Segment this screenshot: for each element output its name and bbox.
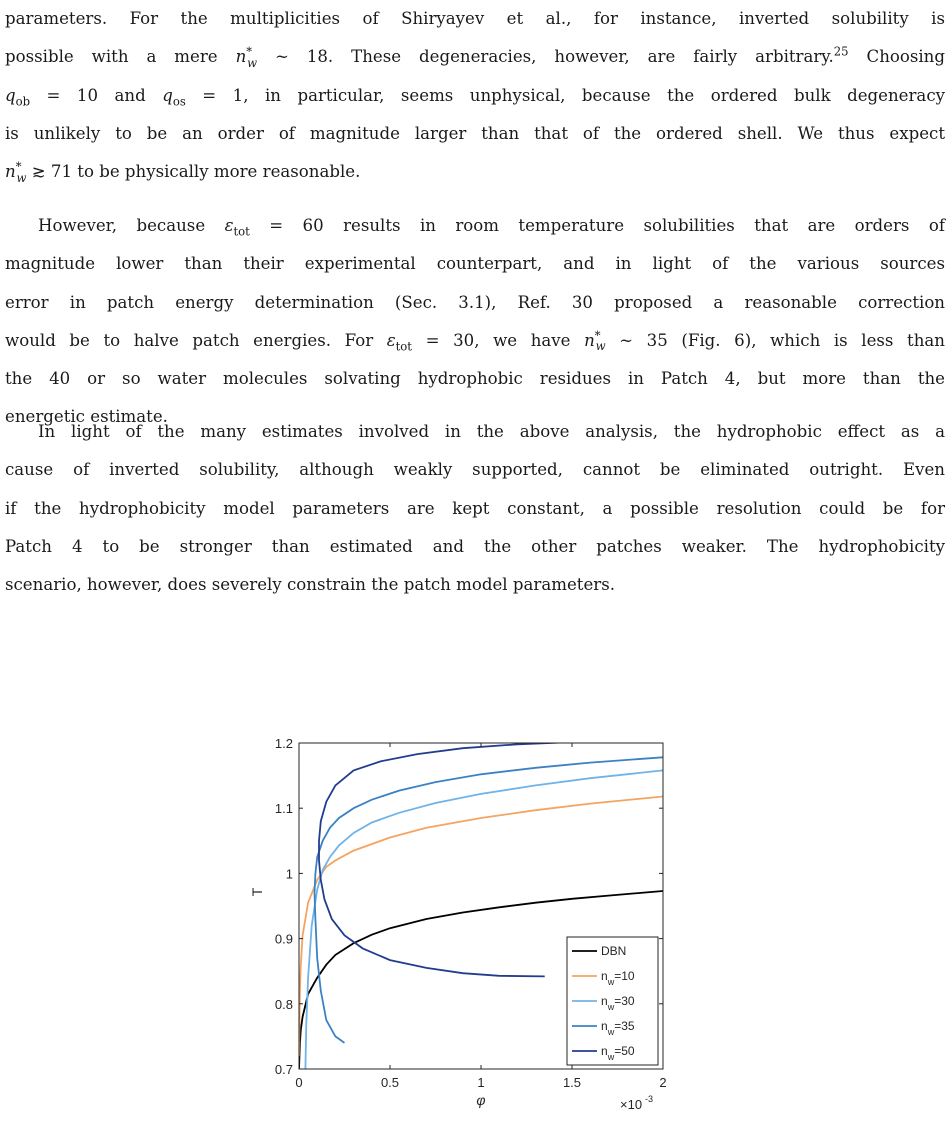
p2-line-4: would be to halve patch energies. For $\varepsilon_{tot} = 30$, we have $n^*_w$ ∼ 35 (Fig. 6), which is less than: [5, 328, 945, 354]
legend-entry: $n_w=10$: [601, 969, 635, 987]
p2-line-2: magnitude lower than their experimental counterpart, and in light of the various sources: [5, 254, 945, 274]
x-tick-label: 0.5: [380, 1075, 400, 1090]
x-tick-label: 1.5: [562, 1075, 582, 1090]
legend-entry: $n_w=50$: [601, 1044, 635, 1062]
p3-line-3: if the hydrophobicity model parameters are kept constant, a possible resolution could be for: [5, 498, 945, 518]
y-tick-label: 1.2: [274, 736, 293, 751]
p2-line-1: However, because $\varepsilon_{tot} = 60$ results in room temperature solubilities that are orders of: [38, 216, 945, 239]
x-multiplier: ×10: [620, 1097, 643, 1112]
p1-line-4: is unlikely to be an order of magnitude larger than that of the ordered shell. We thus expect: [5, 123, 945, 143]
p1-line-1: parameters. For the multiplicities of Shiryayev et al., for instance, inverted solubility is: [5, 9, 945, 28]
y-axis-title: T: [249, 887, 265, 897]
p2-line-6: energetic estimate.: [5, 407, 168, 427]
y-tick-label: 1: [285, 866, 293, 882]
x-multiplier-exponent: -3: [645, 1094, 654, 1104]
p1-line-5: $n^*_w$ ≳ 71 to be physically more reasonable.: [5, 159, 361, 185]
math-n-w-star: $n^*_w$: [235, 44, 258, 70]
p3-line-2: cause of inverted solubility, although weakly supported, cannot be eliminated outright. Even: [5, 460, 945, 480]
legend-entry: $n_w=35$: [601, 1019, 635, 1037]
p3-line-4: Patch 4 to be stronger than estimated and the other patches weaker. The hydrophobicity: [5, 536, 945, 556]
p1-line-2: possible with a mere $n^*_w$ ∼ 18. These degeneracies, however, are fairly arbitrary.$^{25}$ Choosing: [5, 44, 945, 70]
y-tick-label: 0.9: [274, 931, 293, 947]
p2-line-5: the 40 or so water molecules solvating hydrophobic residues in Patch 4, but more than the: [5, 369, 945, 389]
x-tick-label: 0: [295, 1075, 303, 1090]
y-tick-label: 0.8: [274, 996, 293, 1012]
y-tick-label: 0.7: [274, 1062, 293, 1077]
p3-line-1: In light of the many estimates involved in the above analysis, the hydrophobic effect as a: [38, 422, 945, 441]
x-tick-label: 2: [659, 1075, 667, 1090]
p3-line-5: scenario, however, does severely constrain the patch model parameters.: [5, 575, 615, 595]
p2-line-3: error in patch energy determination (Sec. 3.1), Ref. 30 proposed a reasonable correction: [5, 292, 945, 312]
legend-entry: DBN: [601, 944, 627, 958]
legend-entry: $n_w=30$: [601, 994, 635, 1012]
p1-line-3: $q_{ob} = 10$ and $q_{os} = 1$, in particular, seems unphysical, because the ordered bulk degeneracy: [5, 85, 945, 108]
y-tick-label: 1.1: [274, 801, 293, 817]
x-axis-title: φ: [476, 1092, 486, 1108]
x-tick-label: 1: [477, 1075, 485, 1090]
